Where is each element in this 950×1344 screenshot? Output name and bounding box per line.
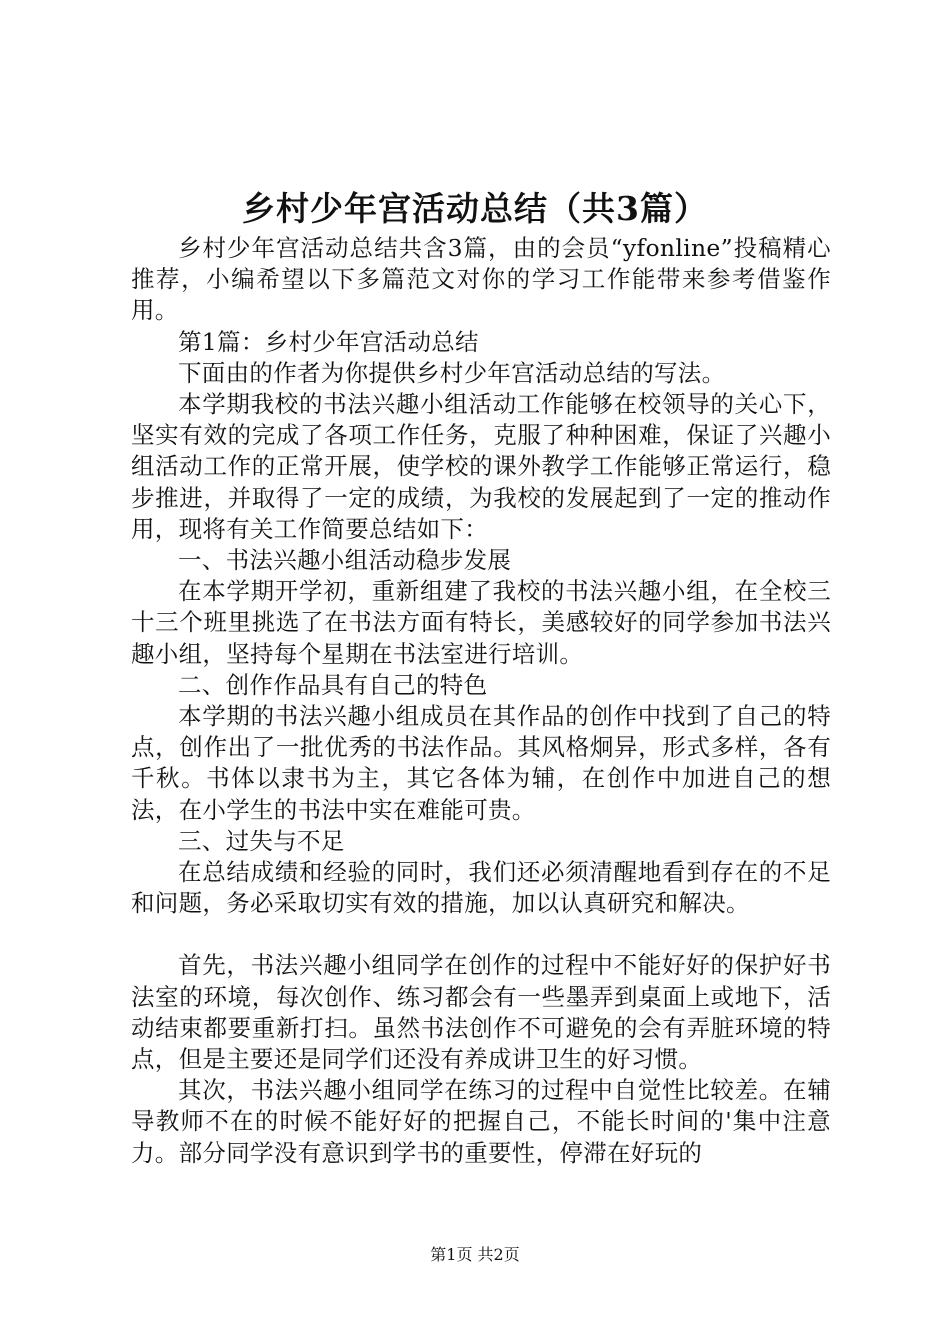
body-paragraph: 其次，书法兴趣小组同学在练习的过程中自觉性比较差。在辅导教师不在的时候不能好好的把握自己，不能长时间的'集中注意力。部分同学没有意识到学书的重要性，停滞在好玩的 [131,1076,831,1167]
body-paragraph: 本学期的书法兴趣小组成员在其作品的创作中找到了自己的特点，创作出了一批优秀的书法作品。其风格炯异，形式多样，各有千秋。书体以隶书为主，其它各体为辅，在创作中加进自己的想法，在小学生的书法中实在难能可贵。 [131,702,831,824]
chapter-heading: 第1篇：乡村少年宫活动总结 [178,327,479,356]
body-paragraph: 本学期我校的书法兴趣小组活动工作能够在校领导的关心下，坚实有效的完成了各项工作任务，克服了种种困难，保证了兴趣小组活动工作的正常开展，使学校的课外教学工作能够正常运行，稳步推进，并取得了一定的成绩，为我校的发展起到了一定的推动作用，现将有关工作简要总结如下： [131,390,831,543]
body-paragraph: 首先，书法兴趣小组同学在创作的过程中不能好好的保护好书法室的环境，每次创作、练习都会有一些墨弄到桌面上或地下，活动结束都要重新打扫。虽然书法创作不可避免的会有弄脏环境的特点，但是主要还是同学们还没有养成讲卫生的好习惯。 [131,951,831,1074]
paragraph-spacer [131,919,831,950]
body-paragraph: 在总结成绩和经验的同时，我们还必须清醒地看到存在的不足和问题，务必采取切实有效的措施，加以认真研究和解决。 [131,858,831,918]
page-footer: 第1页 共2页 [430,1245,520,1264]
author-note: 下面由的作者为你提供乡村少年宫活动总结的写法。 [178,358,726,387]
document-title: 乡村少年宫活动总结（共3篇） [242,189,708,228]
document-body [131,233,831,1169]
section-heading-1: 一、书法兴趣小组活动稳步发展 [178,546,512,575]
intro-paragraph: 乡村少年宫活动总结共含3篇，由的会员“yfonline”投稿精心推荐，小编希望以下多篇范文对你的学习工作能带来参考借鉴作用。 [131,234,831,325]
section-heading-2: 二、创作作品具有自己的特色 [178,670,488,699]
section-heading-3: 三、过失与不足 [178,826,345,855]
body-paragraph: 在本学期开学初，重新组建了我校的书法兴趣小组，在全校三十三个班里挑选了在书法方面有特长，美感较好的同学参加书法兴趣小组，坚持每个星期在书法室进行培训。 [131,577,831,668]
